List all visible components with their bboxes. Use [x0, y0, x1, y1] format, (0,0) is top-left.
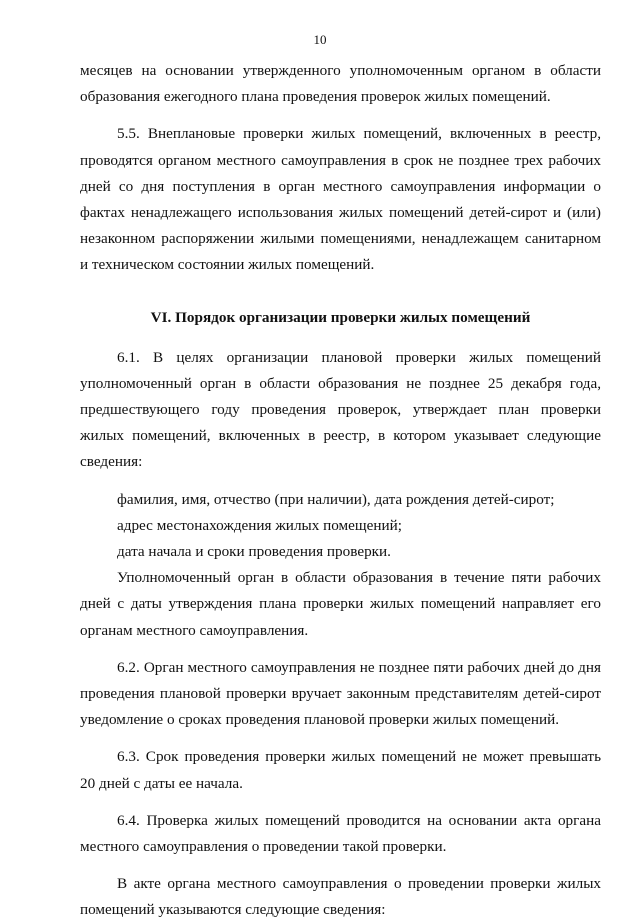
- page-number: 10: [313, 32, 327, 47]
- paragraph-6-2: 6.2. Орган местного самоуправления не позднее пяти рабочих дней до дня проведения плановой проверки вручает законным представителям детей-сирот уведомление о сроках проведения плановой проверки жилых помещений.: [80, 658, 601, 729]
- paragraph-5-5: 5.5. Внеплановые проверки жилых помещений, включенных в реестр, проводятся органом местного самоуправления в срок не позднее трех рабочих дней со дня поступления в орган местного самоуправления информации о фактах ненадлежащего использования жилых помещений детей-сирот и (или) незаконном распоряжении жилыми помещениями, ненадлежащем санитарном и техническом состоянии жилых помещений.: [80, 125, 601, 274]
- paragraph-6-4: 6.4. Проверка жилых помещений проводится на основании акта органа местного самоуправления о проведении такой проверки.: [80, 811, 601, 856]
- paragraph-6-3: 6.3. Срок проведения проверки жилых помещений не может превышать 20 дней с даты ее начала.: [80, 748, 601, 792]
- paragraph-plan-submission: Уполномоченный орган в области образования в течение пяти рабочих дней с даты утверждения плана проверки жилых помещений направляет его органам местного самоуправления.: [80, 569, 601, 639]
- list-item-dates: дата начала и сроки проведения проверки.: [117, 543, 391, 561]
- list-item-name: фамилия, имя, отчество (при наличии), дата рождения детей-сирот;: [117, 490, 555, 508]
- document-body: [80, 58, 601, 924]
- section-heading: VI. Порядок организации проверки жилых помещений: [150, 308, 531, 326]
- list-item-address: адрес местонахождения жилых помещений;: [117, 516, 402, 534]
- paragraph-6-1: 6.1. В целях организации плановой проверки жилых помещений уполномоченный орган в области образования не позднее 25 декабря года, предшествующего году проведения проверок, утверждает план проверки жилых помещений, включенных в реестр, в котором указывает следующие сведения:: [80, 348, 601, 471]
- paragraph-act-details: В акте органа местного самоуправления о проведении проверки жилых помещений указываются следующие сведения:: [80, 875, 601, 919]
- paragraph-continuation: месяцев на основании утвержденного уполномоченным органом в области образования ежегодного плана проведения проверок жилых помещений.: [80, 62, 601, 106]
